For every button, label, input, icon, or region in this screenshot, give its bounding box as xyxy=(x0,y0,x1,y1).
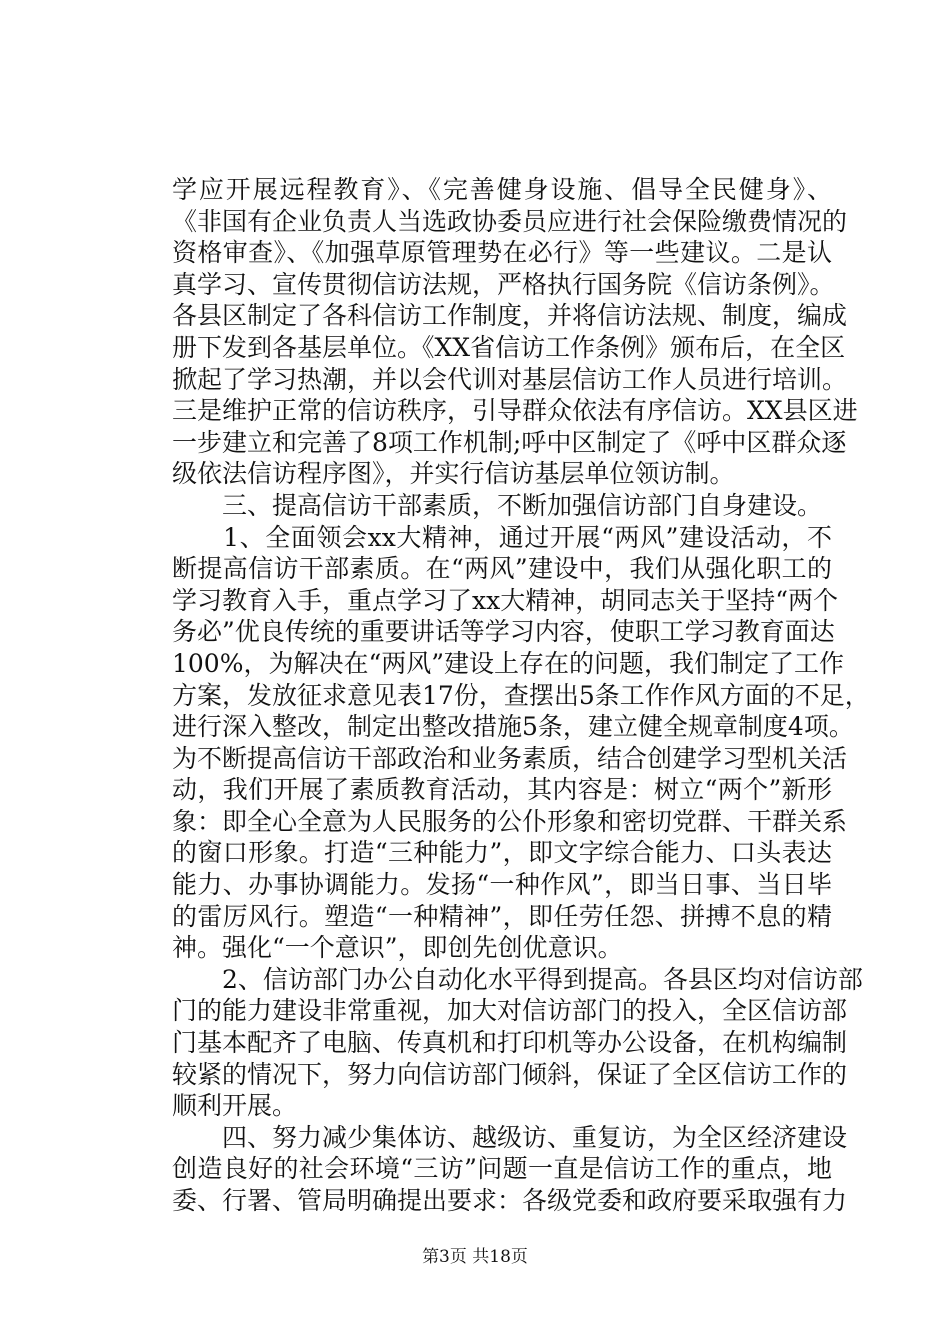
text-line: 能力、办事协调能力。发扬“一种作风”，即当日事、当日毕 xyxy=(172,870,832,900)
text-line: 级依法信访程序图》，并实行信访基层单位领访制。 xyxy=(172,459,735,489)
text-line: 1、全面领会xx大精神，通过开展“两风”建设活动，不 xyxy=(172,522,832,552)
text-line: 三、提高信访干部素质，不断加强信访部门自身建设。 xyxy=(172,490,823,520)
text-line: 《非国有企业负责人当选政协委员应进行社会保险缴费情况的 xyxy=(172,206,848,236)
text-line: 的窗口形象。打造“三种能力”，即文字综合能力、口头表达 xyxy=(172,838,832,868)
text-line: 资格审查》、《加强草原管理势在必行》等一些建议。二是认 xyxy=(172,238,832,268)
text-line: 三是维护正常的信访秩序，引导群众依法有序信访。XX县区进 xyxy=(172,396,858,426)
text-line: 2、信访部门办公自动化水平得到提高。各县区均对信访部 xyxy=(172,964,863,994)
text-line: 真学习、宣传贯彻信访法规，严格执行国务院《信访条例》。 xyxy=(172,269,835,299)
text-line: 委、行署、管局明确提出要求：各级党委和政府要采取强有力 xyxy=(172,1186,848,1215)
text-line: 各县区制定了各科信访工作制度，并将信访法规、制度，编成 xyxy=(172,301,848,331)
document-body xyxy=(172,174,870,1217)
text-line: 创造良好的社会环境“三访”问题一直是信访工作的重点，地 xyxy=(172,1154,832,1184)
text-line: 四、努力减少集体访、越级访、重复访，为全区经济建设 xyxy=(172,1122,848,1152)
text-line: 掀起了学习热潮，并以会代训对基层信访工作人员进行培训。 xyxy=(172,364,848,394)
text-line: 的雷厉风行。塑造“一种精神”，即任劳任怨、拼搏不息的精 xyxy=(172,901,832,931)
text-line: 100%，为解决在“两风”建设上存在的问题，我们制定了工作 xyxy=(172,648,845,678)
text-line: 方案，发放征求意见表17份，查摆出5条工作作风方面的不足， xyxy=(172,680,870,710)
text-line: 进行深入整改，制定出整改措施5条，建立健全规章制度4项。 xyxy=(172,712,854,742)
paragraph xyxy=(172,522,870,964)
text-line: 门基本配齐了电脑、传真机和打印机等办公设备，在机构编制 xyxy=(172,1028,848,1058)
page-footer: 第3页 共18页 xyxy=(422,1247,528,1267)
text-line: 学习教育入手，重点学习了xx大精神，胡同志关于坚持“两个 xyxy=(172,585,838,615)
text-line: 顺利开展。 xyxy=(172,1091,298,1121)
text-line: 一步建立和完善了8项工作机制;呼中区制定了《呼中区群众逐 xyxy=(172,427,847,457)
text-line: 门的能力建设非常重视，加大对信访部门的投入，全区信访部 xyxy=(172,996,848,1026)
text-line: 册下发到各基层单位。《XX省信访工作条例》颁布后，在全区 xyxy=(172,332,846,362)
paragraph xyxy=(172,490,832,522)
text-line: 象：即全心全意为人民服务的公仆形象和密切党群、干群关系 xyxy=(172,806,848,836)
text-line: 为不断提高信访干部政治和业务素质，结合创建学习型机关活 xyxy=(172,743,848,773)
paragraph xyxy=(172,174,858,490)
text-line: 断提高信访干部素质。在“两风”建设中，我们从强化职工的 xyxy=(172,554,832,584)
paragraph xyxy=(172,964,863,1122)
text-line: 学应开展远程教育》、《完善健身设施、倡导全民健身》、 xyxy=(172,175,832,204)
text-line: 动，我们开展了素质教育活动，其内容是：树立“两个”新形 xyxy=(172,775,832,805)
paragraph xyxy=(172,1122,848,1217)
text-line: 务必”优良传统的重要讲话等学习内容，使职工学习教育面达 xyxy=(172,617,835,647)
text-line: 较紧的情况下，努力向信访部门倾斜，保证了全区信访工作的 xyxy=(172,1059,848,1089)
text-line: 神。强化“一个意识”，即创先创优意识。 xyxy=(172,933,623,963)
